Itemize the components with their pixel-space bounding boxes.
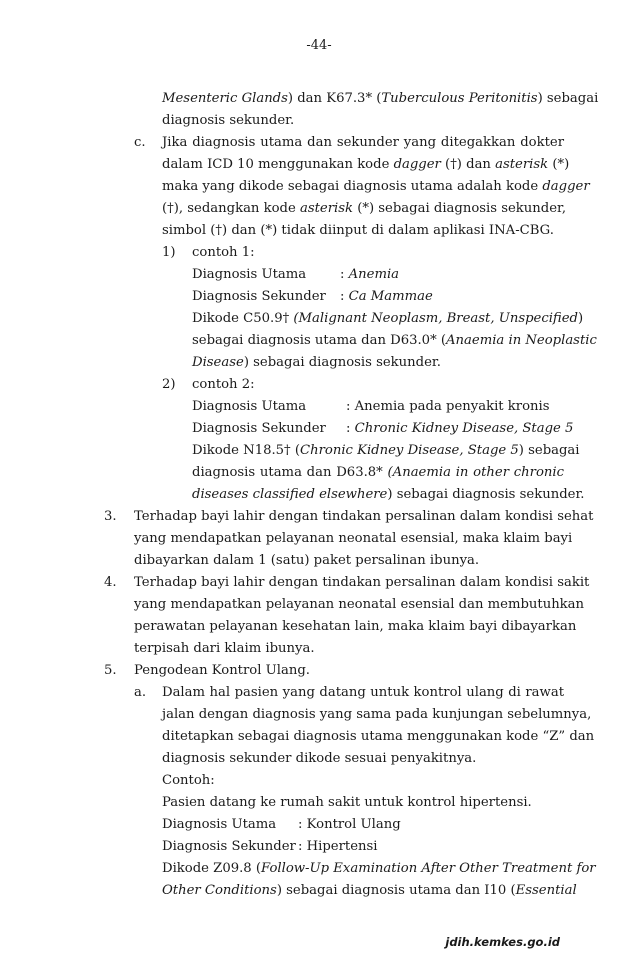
example-1-title: contoh 1: xyxy=(192,245,255,260)
continuation-line-2: diagnosis sekunder. xyxy=(162,113,295,128)
list-marker-a: a. xyxy=(134,685,147,700)
item-c-line-1: Jika diagnosis utama dan sekunder yang ditegakkan dokter xyxy=(162,135,564,150)
list-marker-5: 5. xyxy=(104,663,117,678)
continuation-line-1: Mesenteric Glands) dan K67.3* (Tuberculous Peritonitis) sebagai xyxy=(162,91,599,106)
example-1-utama-label: Diagnosis Utama xyxy=(192,267,307,282)
list-marker-1: 1) xyxy=(162,245,176,260)
list-marker-4: 4. xyxy=(104,575,117,590)
example-1-line-3: Disease) sebagai diagnosis sekunder. xyxy=(192,355,441,370)
item-c-line-4: (†), sedangkan kode asterisk (*) sebagai diagnosis sekunder, xyxy=(162,201,567,216)
item-3-line-1: Terhadap bayi lahir dengan tindakan persalinan dalam kondisi sehat xyxy=(134,509,594,524)
example-2-sekunder-label: Diagnosis Sekunder xyxy=(192,421,326,436)
item-4-line-3: perawatan pelayanan kesehatan lain, maka klaim bayi dibayarkan xyxy=(134,619,577,634)
item-3-line-3: dibayarkan dalam 1 (satu) paket persalinan ibunya. xyxy=(134,553,480,568)
example-1-sekunder-label: Diagnosis Sekunder xyxy=(192,289,326,304)
item-a-line-2: jalan dengan diagnosis yang sama pada kunjungan sebelumnya, xyxy=(162,707,592,722)
example-1-utama-value: : Anemia xyxy=(340,267,400,282)
item-c-line-2: dalam ICD 10 menggunakan kode dagger (†) dan asterisk (*) xyxy=(162,157,570,172)
list-marker-c: c. xyxy=(134,135,146,150)
example-1-line-1: Dikode C50.9† (Malignant Neoplasm, Breast, Unspecified) xyxy=(192,311,584,326)
item-c-line-5: simbol (†) dan (*) tidak diinput di dalam aplikasi INA-CBG. xyxy=(162,223,554,238)
item-a-line-3: ditetapkan sebagai diagnosis utama menggunakan kode “Z” dan xyxy=(162,729,595,744)
item-a-line-4: diagnosis sekunder dikode sesuai penyakitnya. xyxy=(162,751,477,766)
example-2-line-3: diseases classified elsewhere) sebagai diagnosis sekunder. xyxy=(192,487,585,502)
item-a-contoh: Contoh: xyxy=(162,773,215,788)
item-a-dikode-line-1: Dikode Z09.8 (Follow-Up Examination After Other Treatment for xyxy=(162,861,596,876)
item-a-sekunder-value: : Hipertensi xyxy=(298,839,378,854)
item-3-line-2: yang mendapatkan pelayanan neonatal esensial, maka klaim bayi xyxy=(134,531,573,546)
example-2-line-1: Dikode N18.5† (Chronic Kidney Disease, Stage 5) sebagai xyxy=(192,443,580,458)
example-2-utama-label: Diagnosis Utama xyxy=(192,399,307,414)
list-marker-2: 2) xyxy=(162,377,176,392)
example-2-utama-value: : Anemia pada penyakit kronis xyxy=(346,399,550,414)
item-a-utama-value: : Kontrol Ulang xyxy=(298,817,401,832)
item-a-dikode-line-2: Other Conditions) sebagai diagnosis utama dan I10 (Essential xyxy=(162,883,577,898)
item-c-line-3: maka yang dikode sebagai diagnosis utama adalah kode dagger xyxy=(162,179,590,194)
item-a-utama-label: Diagnosis Utama xyxy=(162,817,277,832)
example-2-sekunder-value: : Chronic Kidney Disease, Stage 5 xyxy=(346,421,574,436)
page-number: -44- xyxy=(306,38,332,53)
item-a-pasien: Pasien datang ke rumah sakit untuk kontrol hipertensi. xyxy=(162,795,532,810)
item-4-line-1: Terhadap bayi lahir dengan tindakan persalinan dalam kondisi sakit xyxy=(134,575,590,590)
item-a-sekunder-label: Diagnosis Sekunder xyxy=(162,839,296,854)
example-2-line-2: diagnosis utama dan D63.8* (Anaemia in other chronic xyxy=(192,465,564,480)
footer-source: jdih.kemkes.go.id xyxy=(445,935,560,949)
item-4-line-2: yang mendapatkan pelayanan neonatal esensial dan membutuhkan xyxy=(134,597,585,612)
item-5-title: Pengodean Kontrol Ulang. xyxy=(134,663,310,678)
example-2-title: contoh 2: xyxy=(192,377,255,392)
example-1-line-2: sebagai diagnosis utama dan D63.0* (Anaemia in Neoplastic xyxy=(192,333,597,348)
list-marker-3: 3. xyxy=(104,509,117,524)
item-4-line-4: terpisah dari klaim ibunya. xyxy=(134,641,315,656)
item-a-line-1: Dalam hal pasien yang datang untuk kontrol ulang di rawat xyxy=(162,685,564,700)
example-1-sekunder-value: : Ca Mammae xyxy=(340,289,433,304)
